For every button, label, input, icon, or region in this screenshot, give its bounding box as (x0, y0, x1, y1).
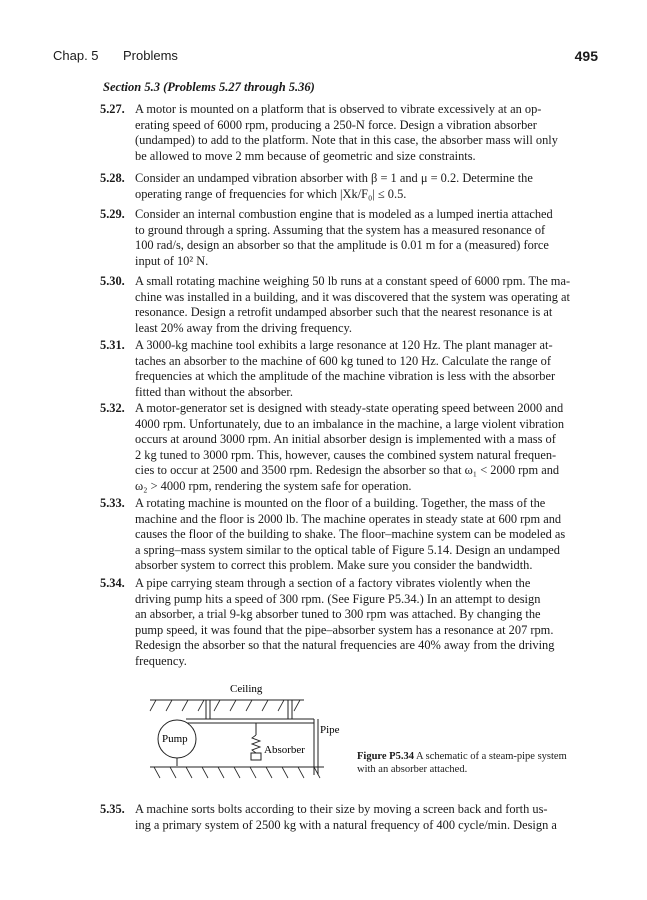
text-line: frequency. (135, 653, 187, 668)
text-line: A 3000-kg machine tool exhibits a large resonance at 120 Hz. The plant manager at- (135, 338, 553, 352)
problem-number: 5.31. (100, 338, 125, 352)
text-line: input of 10² N. (135, 253, 209, 268)
problem-5-35 (100, 802, 598, 833)
section-heading: Section 5.3 (Problems 5.27 through 5.36) (103, 80, 315, 94)
text-line: frequencies at which the amplitude of the machine vibration is less with the absorber (135, 369, 556, 384)
text-line: Consider an undamped vibration absorber with β = 1 and μ = 0.2. Determine the (135, 171, 533, 185)
text-line: be allowed to move 2 mm because of geometric and size constraints. (135, 148, 476, 163)
text-line: occurs at around 3000 rpm. An initial absorber design is implemented with a mass of (135, 432, 556, 447)
absorber-mass (251, 753, 261, 760)
figure-caption (357, 750, 577, 776)
problem-text (135, 401, 598, 495)
text-line: erating speed of 6000 rpm, producing a 250-N force. Design a vibration absorber (135, 117, 537, 132)
problem-5-27 (100, 102, 598, 164)
text-line: ω₂ > 4000 rpm, rendering the system safe for operation. (135, 478, 412, 493)
problem-text (135, 802, 598, 833)
absorber-spring (252, 735, 260, 753)
problem-number: 5.28. (100, 171, 125, 185)
figure-steam-pipe (148, 683, 340, 789)
text-line: A machine sorts bolts according to their size by moving a screen back and forth us- (135, 802, 548, 816)
problem-5-33 (100, 496, 598, 574)
problem-text (135, 576, 598, 670)
page-number: 495 (574, 48, 598, 64)
problem-5-32 (100, 401, 598, 495)
problem-number: 5.35. (100, 802, 125, 816)
problem-text (135, 274, 598, 336)
text-line: a spring–mass system similar to the optical table of Figure 5.14. Design an undamped (135, 542, 560, 557)
problem-number: 5.33. (100, 496, 125, 510)
text-line: machine and the floor is 2000 lb. The machine operates in steady state at 600 rpm and (135, 511, 562, 526)
text-line: Redesign the absorber so that the natural frequencies are 40% away from the driving (135, 638, 555, 653)
text-line: absorber system to correct this problem. Make sure you consider the bandwidth. (135, 558, 533, 573)
text-line: to ground through a spring. Assuming that the system has a measured resonance of (135, 222, 546, 237)
page-header (53, 48, 598, 64)
text-line: operating range of frequencies for which |Xk/F₀| ≤ 0.5. (135, 186, 407, 201)
text-line: resonance. Design a retrofit undamped absorber such that the nearest resonance is at (135, 305, 553, 320)
pump-label: Pump (162, 733, 188, 745)
problem-text (135, 338, 598, 400)
text-line: A rotating machine is mounted on the floor of a building. Together, the mass of the (135, 496, 546, 510)
problem-number: 5.34. (100, 576, 125, 590)
problem-number: 5.29. (100, 207, 125, 221)
text-line: pump speed, it was found that the pipe–absorber system has a resonance at 207 rpm. (135, 622, 554, 637)
problem-text (135, 102, 598, 164)
text-line: 2 kg tuned to 3000 rpm. This, however, causes the combined system natural frequen- (135, 447, 557, 462)
text-line: causes the floor of the building to shake. The floor–machine system can be modeled as (135, 527, 566, 542)
text-line: A pipe carrying steam through a section of a factory vibrates violently when the (135, 576, 531, 590)
ceiling-label: Ceiling (230, 683, 263, 695)
problem-text (135, 207, 598, 269)
problem-number: 5.32. (100, 401, 125, 415)
text-line: A motor is mounted on a platform that is observed to vibrate excessively at an op- (135, 102, 542, 116)
steam-pipe-diagram (148, 683, 340, 789)
text-line: least 20% away from the driving frequency. (135, 320, 352, 335)
problem-5-34 (100, 576, 598, 670)
text-line: A small rotating machine weighing 50 lb runs at a constant speed of 6000 rpm. The ma- (135, 274, 571, 288)
text-line: A motor-generator set is designed with steady-state operating speed between 2000 and (135, 401, 564, 415)
problem-number: 5.27. (100, 102, 125, 116)
text-line: taches an absorber to the machine of 600 kg tuned to 120 Hz. Calculate the range of (135, 353, 551, 368)
text-line: 100 rad/s, design an absorber so that the amplitude is 0.01 m for a (measured) force (135, 238, 549, 253)
text-line: an absorber, a trial 9-kg absorber tuned to 300 rpm was attached. By changing the (135, 607, 541, 622)
chapter-label: Chap. 5 (53, 48, 99, 63)
problem-5-29 (100, 207, 598, 269)
text-line: chine was installed in a building, and it was discovered that the system was operating at (135, 289, 570, 304)
ceiling-hatch (150, 700, 300, 711)
problem-text (135, 496, 598, 574)
text-line: cies to occur at 2500 and 3500 rpm. Redesign the absorber so that ω₁ < 2000 rpm and (135, 463, 560, 478)
pipe-label: Pipe (320, 724, 340, 736)
problem-5-31 (100, 338, 598, 400)
text-line: 4000 rpm. Unfortunately, due to an imbalance in the machine, a large violent vibration (135, 416, 565, 431)
absorber-label: Absorber (264, 744, 305, 756)
text-line: driving pump hits a speed of 300 rpm. (See Figure P5.34.) In an attempt to design (135, 591, 541, 606)
text-line: ing a primary system of 2500 kg with a natural frequency of 400 cycle/min. Design a (135, 817, 557, 832)
caption-text: A schematic of a steam-pipe system with an absorber attached. (357, 751, 567, 775)
running-title: Problems (123, 48, 178, 63)
problem-5-30 (100, 274, 598, 336)
floor-hatch (154, 767, 320, 778)
text-line: Consider an internal combustion engine that is modeled as a lumped inertia attached (135, 207, 553, 221)
text-line: fitted than without the absorber. (135, 384, 293, 399)
text-line: (undamped) to add to the platform. Note that in this case, the absorber mass will only (135, 133, 558, 148)
problem-number: 5.30. (100, 274, 125, 288)
caption-label: Figure P5.34 (357, 751, 414, 762)
problem-5-28 (100, 171, 598, 202)
problem-text (135, 171, 598, 202)
